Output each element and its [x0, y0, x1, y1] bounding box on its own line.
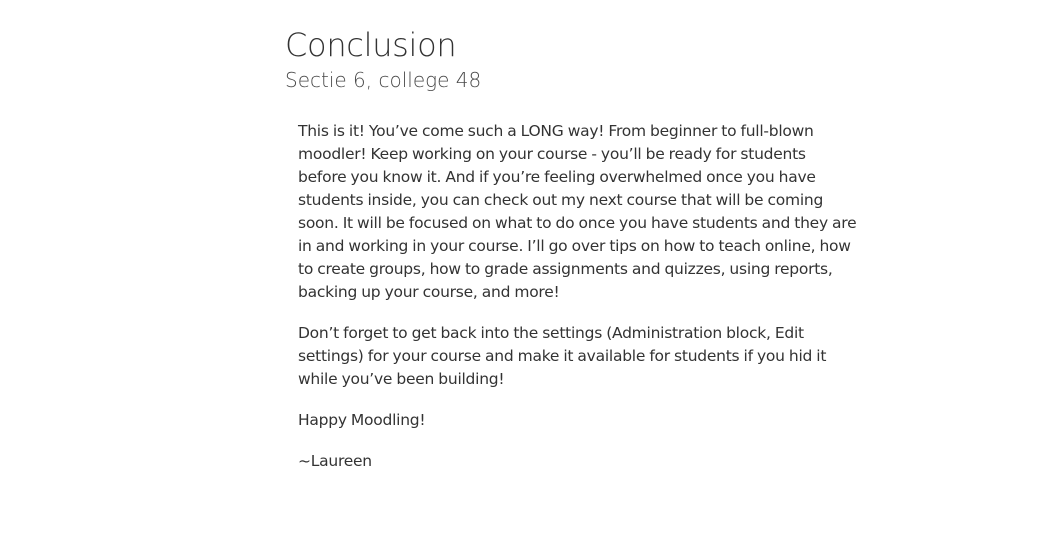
- lecture-title: Conclusion: [285, 26, 457, 64]
- lecture-subtitle: Sectie 6, college 48: [285, 68, 482, 92]
- lecture-container: [285, 26, 865, 491]
- signature: ~Laureen: [298, 452, 372, 470]
- body-paragraph: Don’t forget to get back into the settings (Administration block, Edit settings) for your course and make it available for students if you hid it while you’ve been building!: [298, 324, 827, 388]
- body-paragraph: Happy Moodling!: [298, 411, 426, 429]
- body-paragraph: This is it! You’ve come such a LONG way! From beginner to full-blown moodler! Keep working on your course - you’ll be ready for students before you know it. And if you’re feeling overwhelmed once you have students inside, you can check out my next course that will be coming soon. It will be focused on what to do once you have students and they are in and working in your course. I’ll go over tips on how to teach online, how to create groups, how to grade assignments and quizzes, using reports, backing up your course, and more!: [298, 122, 857, 301]
- lecture-body: [285, 120, 858, 473]
